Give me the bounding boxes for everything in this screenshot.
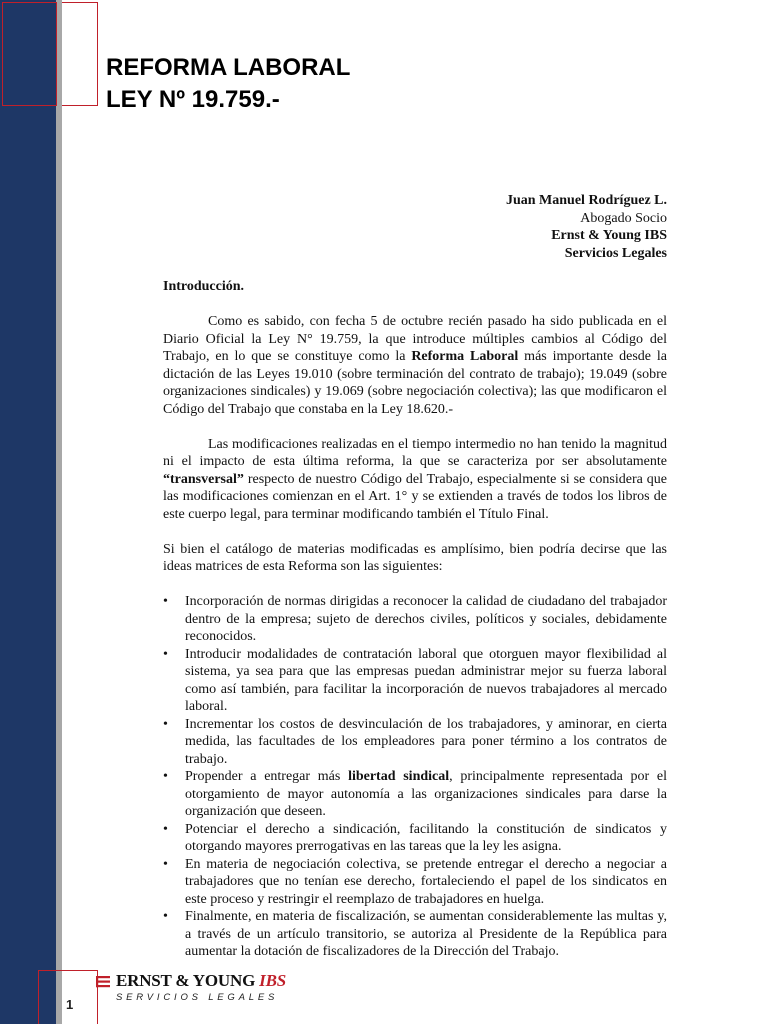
- paragraph-2-text-a: Las modificaciones realizadas en el tiempo intermedio no han tenido la magnitud ni el impacto de esta última reforma, la que se caracteriza por ser absolutamente: [163, 436, 667, 469]
- list-item: [163, 593, 667, 646]
- paragraph-1-text-a: Como es sabido, con fecha 5 de octubre recién pasado ha sido publicada en el Diario Oficial la Ley N° 19.759, la que introduce múltiples cambios al Código del Trabajo, en lo que se constituye como la: [163, 314, 667, 364]
- list-item-text: Incorporación de normas dirigidas a reconocer la calidad de ciudadano del trabajador dentro de la empresa; sujeto de derechos civiles, políticos y sociales, debidamente reconocidos.: [185, 594, 667, 644]
- list-item-text: Introducir modalidades de contratación laboral que otorguen mayor flexibilidad al sistema, ya sea para que las empresas puedan administrar mejor su fuerza laboral como así también, para facilitar la incorporación de nuevos trabajadores al mercado laboral.: [185, 646, 667, 714]
- bullet-list: [163, 593, 667, 961]
- list-item: [163, 856, 667, 909]
- author-name: Juan Manuel Rodríguez L.: [505, 193, 667, 208]
- list-item-text: Propender a entregar más: [185, 769, 349, 784]
- bullet-icon: •: [163, 909, 168, 924]
- list-item-text: Finalmente, en materia de fiscalización, se aumentan considerablemente las multas y, a través de un artículo transitorio, se autoriza al Presidente de la República para aumentar la dotación de fiscalizadores de la Dirección del Trabajo.: [185, 909, 667, 959]
- bullet-icon: •: [163, 594, 168, 609]
- document-title: [106, 52, 350, 116]
- logo-wordmark: [116, 971, 286, 991]
- paragraph-2-text-b: respecto de nuestro Código del Trabajo, especialmente si se considera que las modificaciones comienzan en el Art. 1° y se extienden a través de todos los libros de este cuerpo legal, para terminar modificando también el Título Final.: [163, 471, 667, 522]
- firm-logo: [96, 970, 286, 1004]
- paragraph-2: [163, 436, 667, 524]
- title-line-2: LEY Nº 19.759.-: [106, 86, 280, 113]
- author-block: [506, 192, 667, 262]
- bullet-icon: •: [163, 821, 168, 837]
- list-item-bold: libertad sindical: [348, 769, 450, 784]
- list-item: [163, 768, 667, 821]
- author-department: Servicios Legales: [564, 245, 667, 261]
- list-item-text: En materia de negociación colectiva, se pretende entregar el derecho a negociar a trabajadores que no tenían ese derecho, fortaleciendo el papel de los sindicatos en este proceso y restringir el reemplazo de trabajadores en huelga.: [185, 856, 667, 907]
- author-role: Abogado Socio: [580, 210, 667, 226]
- author-firm: Ernst & Young IBS: [551, 228, 667, 243]
- bullet-icon: •: [163, 716, 168, 732]
- list-item: [163, 908, 667, 961]
- paragraph-1-bold: Reforma Laboral: [411, 349, 519, 364]
- list-item: [163, 716, 667, 769]
- list-item-text: , principalmente representada por el otorgamiento de mayor autonomía a las organizaciones sindicales para darse la organización que deseen.: [185, 769, 667, 819]
- left-sidebar-band: [0, 0, 56, 1024]
- section-heading: Introducción.: [163, 279, 245, 294]
- list-item: [163, 821, 667, 856]
- document-body: [163, 278, 667, 961]
- list-item-text: Potenciar el derecho a sindicación, facilitando la constitución de sindicatos y otorgando mayores prerrogativas en las tareas que la ley les asigna.: [185, 821, 667, 854]
- decorative-frame-top-right: [62, 2, 98, 106]
- logo-ibs-text: IBS: [259, 971, 286, 990]
- ey-logo-mark-icon: [96, 974, 112, 990]
- paragraph-1: [163, 313, 667, 418]
- bullet-icon: •: [163, 856, 168, 872]
- paragraph-2-bold: “transversal”: [163, 471, 244, 487]
- list-item-text: Incrementar los costos de desvinculación de los trabajadores, y aminorar, en cierta medida, las facultades de los empleadores para poner término a los contratos de trabajo.: [185, 716, 667, 767]
- bullet-icon: •: [163, 646, 168, 662]
- decorative-frame-top: [2, 2, 57, 106]
- paragraph-1-text-b: más importante desde la dictación de las Leyes 19.010 (sobre terminación del contrato de trabajo); 19.049 (sobre organizaciones sindicales) y 19.069 (sobre negociación colectiva); las que modificaron el Código del Trabajo que constaba en la Ley 18.620.-: [163, 349, 667, 417]
- title-line-1: REFORMA LABORAL: [106, 54, 351, 81]
- sidebar-gray-stripe: [56, 0, 62, 1024]
- logo-name-text: ERNST & YOUNG: [116, 971, 256, 990]
- paragraph-3: Si bien el catálogo de materias modificadas es amplísimo, bien podría decirse que las ideas matrices de esta Reforma son las siguientes:: [163, 541, 667, 574]
- logo-subtitle: SERVICIOS LEGALES: [116, 992, 279, 1003]
- list-item: [163, 646, 667, 716]
- bullet-icon: •: [163, 769, 168, 784]
- page-number: 1: [66, 997, 74, 1012]
